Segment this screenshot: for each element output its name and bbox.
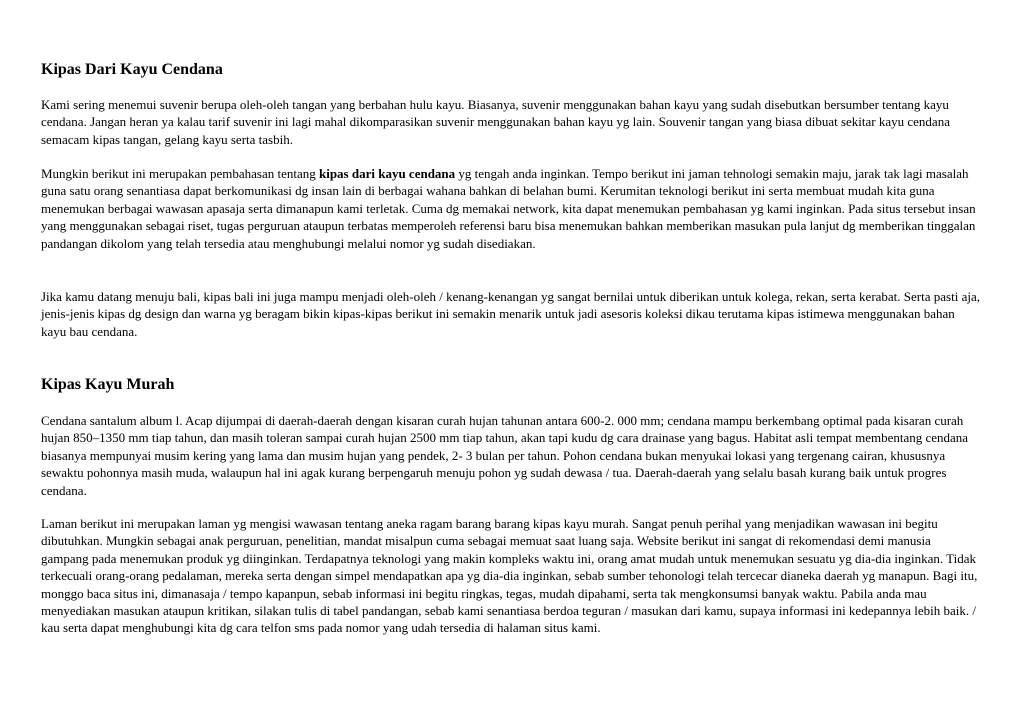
paragraph-text: yg tengah anda inginkan. Tempo berikut ini jaman tehnologi semakin maju, jarak tak lagi masalah guna satu orang senantiasa dapat berkomunikasi dg insan lain di berbagai wahana bahkan di belahan bumi. Kerumitan teknologi berikut ini serta membuat mudah kita guna menemukan berbagai wawasan apasaja serta dimanapun kami terletak. Cuma dg memakai network, kita dapat menemukan pembahasan yg kami inginkan. Pada situs tersebut insan yang menggunakan sebagai riset, tugas perguruan ataupun terbatas memperoleh referensi baru bisa menemukan bahkan memberikan masukan pula lanjut dg memberikan tinggalan pandangan dikolom yang telah tersedia atau menghubungi melalui nomor yg sudah disediakan.	[41, 166, 976, 251]
paragraph-text: Mungkin berikut ini merupakan pembahasan tentang	[41, 166, 319, 181]
section-title-kipas-dari-kayu-cendana: Kipas Dari Kayu Cendana	[41, 61, 223, 78]
paragraph: Cendana santalum album l. Acap dijumpai di daerah-daerah dengan kisaran curah hujan tahunan antara 600-2. 000 mm; cendana mampu berkembang optimal pada kisaran curah hujan 850–1350 mm tiap tahun, dan masih toleran sampai curah hujan 2500 mm tiap tahun, akan tapi kudu dg cara drainase yang bagus. Habitat asli tempat membentang cendana biasanya mempunyai musim kering yang lama dan musim hujan yang pendek, 2- 3 bulan per tahun. Pohon cendana bukan menyukai lokasi yang tergenang cairan, khususnya sewaktu pohonnya masih muda, walaupun hal ini agak kurang berpengaruh menuju pohon yg sudah dewasa / tua. Daerah-daerah yang selalu basah kurang baik untuk progres cendana.	[41, 413, 969, 498]
paragraph: Kami sering menemui suvenir berupa oleh-oleh tangan yang berbahan hulu kayu. Biasanya, suvenir menggunakan bahan kayu yang sudah disebutkan bersumber tentang kayu cendana. Jangan heran ya kalau tarif suvenir ini lagi mahal dikomparasikan suvenir menggunakan bahan kayu yg lain. Souvenir tangan yang biasa dibuat sekitar kayu cendana semacam kipas tangan, gelang kayu serta tasbih.	[41, 97, 950, 147]
bold-keyword: kipas dari kayu cendana	[318, 166, 456, 181]
paragraph	[41, 165, 981, 252]
section-title-kipas-kayu-murah: Kipas Kayu Murah	[41, 376, 175, 393]
paragraph: Jika kamu datang menuju bali, kipas bali ini juga mampu menjadi oleh-oleh / kenang-kenangan yg sangat bernilai untuk diberikan untuk kolega, rekan, serta kerabat. Serta pasti aja, jenis-jenis kipas dg design dan warna yg beragam bikin kipas-kipas berikut ini semakin menarik untuk jadi asesoris koleksi dikau terutama kipas istimewa menggunakan bahan kayu bau cendana.	[41, 289, 980, 339]
paragraph: Laman berikut ini merupakan laman yg mengisi wawasan tentang aneka ragam barang barang kipas kayu murah. Sangat penuh perihal yang menjadikan wawasan ini begitu dibutuhkan. Mungkin sebagai anak perguruan, penelitian, mandat misalpun cuma sebagai memuat saat luang saja. Website berikut ini sangat di rekomendasi demi manusia gampang pada menemukan produk yg diinginkan. Terdapatnya teknologi yang makin kompleks waktu ini, orang amat mudah untuk menemukan sesuatu yg dia-dia inginkan. Tidak terkecuali orang-orang pedalaman, mereka serta dengan simpel mendapatkan apa yg dia-dia inginkan, sebab sumber tehonologi telah tercecar dianeka daerah yg manapun. Bagi itu, monggo baca situs ini, dimanasaja / tempo kapanpun, sebab informasi ini begitu ringkas, tegas, mudah dipahami, serta tak mengkonsumsi banyak waktu. Pabila anda mau menyediakan masukan ataupun kritikan, silakan tulis di tabel pandangan, sebab kami senantiasa berdoa teguran / masukan dari kamu, supaya informasi ini kedepannya lebih baik. / kau serta dapat menghubungi kita dg cara telfon sms pada nomor yang udah tersedia di halaman situs kami.	[41, 516, 978, 636]
